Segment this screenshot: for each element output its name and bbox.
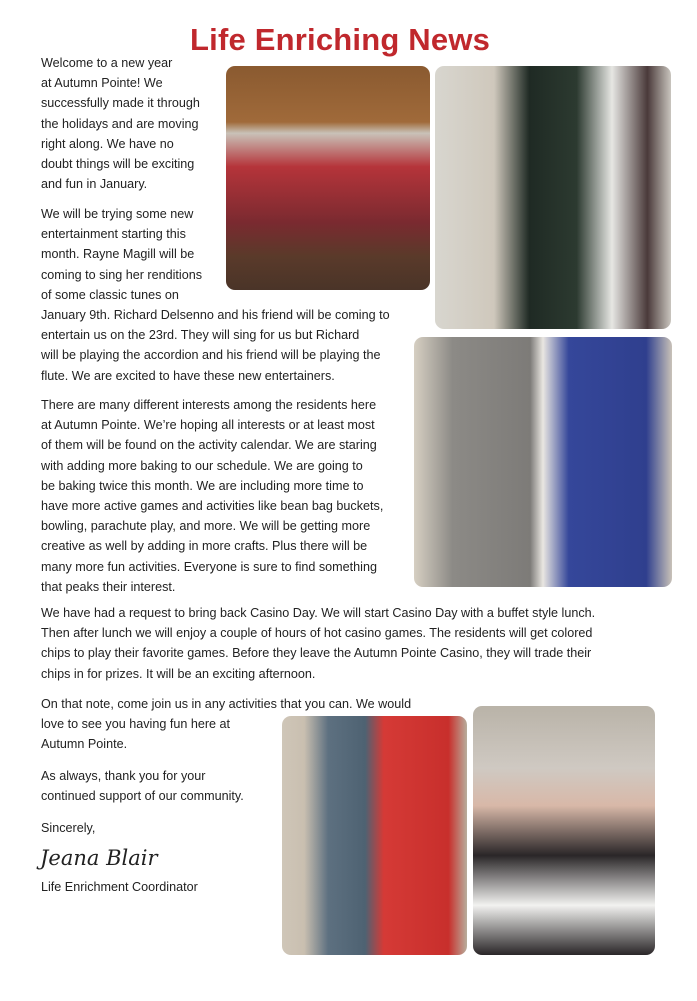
text-line: chips in for prizes. It will be an exciting afternoon.	[41, 666, 316, 681]
text-line: will be playing the accordion and his friend will be playing the	[41, 348, 381, 363]
text-line: the holidays and are moving	[41, 116, 199, 131]
text-line: entertainment starting this	[41, 227, 186, 242]
text-line: continued support of our community.	[41, 789, 244, 804]
intro-paragraph	[41, 53, 200, 194]
text-line: coming to sing her renditions	[41, 267, 203, 282]
text-line: There are many different interests among the residents here	[41, 398, 377, 412]
text-line: bowling, parachute play, and more. We will be getting more	[41, 519, 371, 534]
photo-resident-with-card	[473, 706, 655, 955]
text-line: love to see you having fun here at	[41, 717, 231, 732]
text-line: On that note, come join us in any activities that you can. We would	[41, 697, 412, 711]
text-line: that peaks their interest.	[41, 579, 176, 594]
text-line: creative as well by adding in more crafts. Plus there will be	[41, 539, 368, 554]
casino-day-paragraph	[41, 603, 595, 684]
text-line: at Autumn Pointe! We	[41, 76, 163, 91]
text-line: of some classic tunes on	[41, 287, 179, 302]
text-line: right along. We have no	[41, 136, 174, 151]
text-line: with adding more baking to our schedule. We are going to	[41, 458, 363, 473]
newsletter-title: Life Enriching News	[190, 22, 491, 57]
signer-role: Life Enrichment Coordinator	[41, 880, 198, 894]
thank-you-paragraph	[41, 766, 244, 806]
text-line: January 9th. Richard Delsenno and his friend will be coming to	[41, 308, 390, 323]
text-line: and fun in January.	[41, 177, 148, 192]
text-line: be baking twice this month. We are including more time to	[41, 478, 364, 493]
text-line: of them will be found on the activity calendar. We are staring	[41, 438, 377, 453]
text-line: doubt things will be exciting	[41, 157, 195, 172]
text-line: chips to play their favorite games. Before they leave the Autumn Pointe Casino, they will trade their	[41, 646, 592, 661]
text-line: at Autumn Pointe. We’re hoping all interests or at least most	[41, 418, 375, 433]
interests-paragraph	[41, 395, 383, 597]
text-line: Welcome to a new year	[41, 56, 173, 70]
signature: Jeana Blair	[40, 846, 158, 870]
text-line: flute. We are excited to have these new entertainers.	[41, 368, 335, 383]
text-line: month. Rayne Magill will be	[41, 247, 195, 262]
text-line: As always, thank you for your	[41, 769, 206, 783]
text-line: Then after lunch we will enjoy a couple of hours of hot casino games. The residents will get colored	[41, 626, 593, 641]
text-line: entertain us on the 23rd. They will sing for us but Richard	[41, 328, 360, 343]
text-line: Autumn Pointe.	[41, 737, 128, 752]
text-line: We have had a request to bring back Casino Day. We will start Casino Day with a buffet style lunch.	[41, 606, 596, 620]
photo-residents-merry-christmas-card	[414, 337, 672, 587]
join-us-paragraph	[41, 694, 411, 755]
entertainment-paragraph	[41, 204, 390, 386]
text-line: successfully made it through	[41, 96, 200, 111]
text-line: many more fun activities. Everyone is sure to find something	[41, 559, 377, 574]
photo-christmas-tree	[435, 66, 671, 329]
text-line: have more active games and activities like bean bag buckets,	[41, 499, 384, 514]
text-line: We will be trying some new	[41, 207, 194, 221]
text-line: Sincerely,	[41, 821, 96, 835]
closing	[41, 818, 95, 838]
